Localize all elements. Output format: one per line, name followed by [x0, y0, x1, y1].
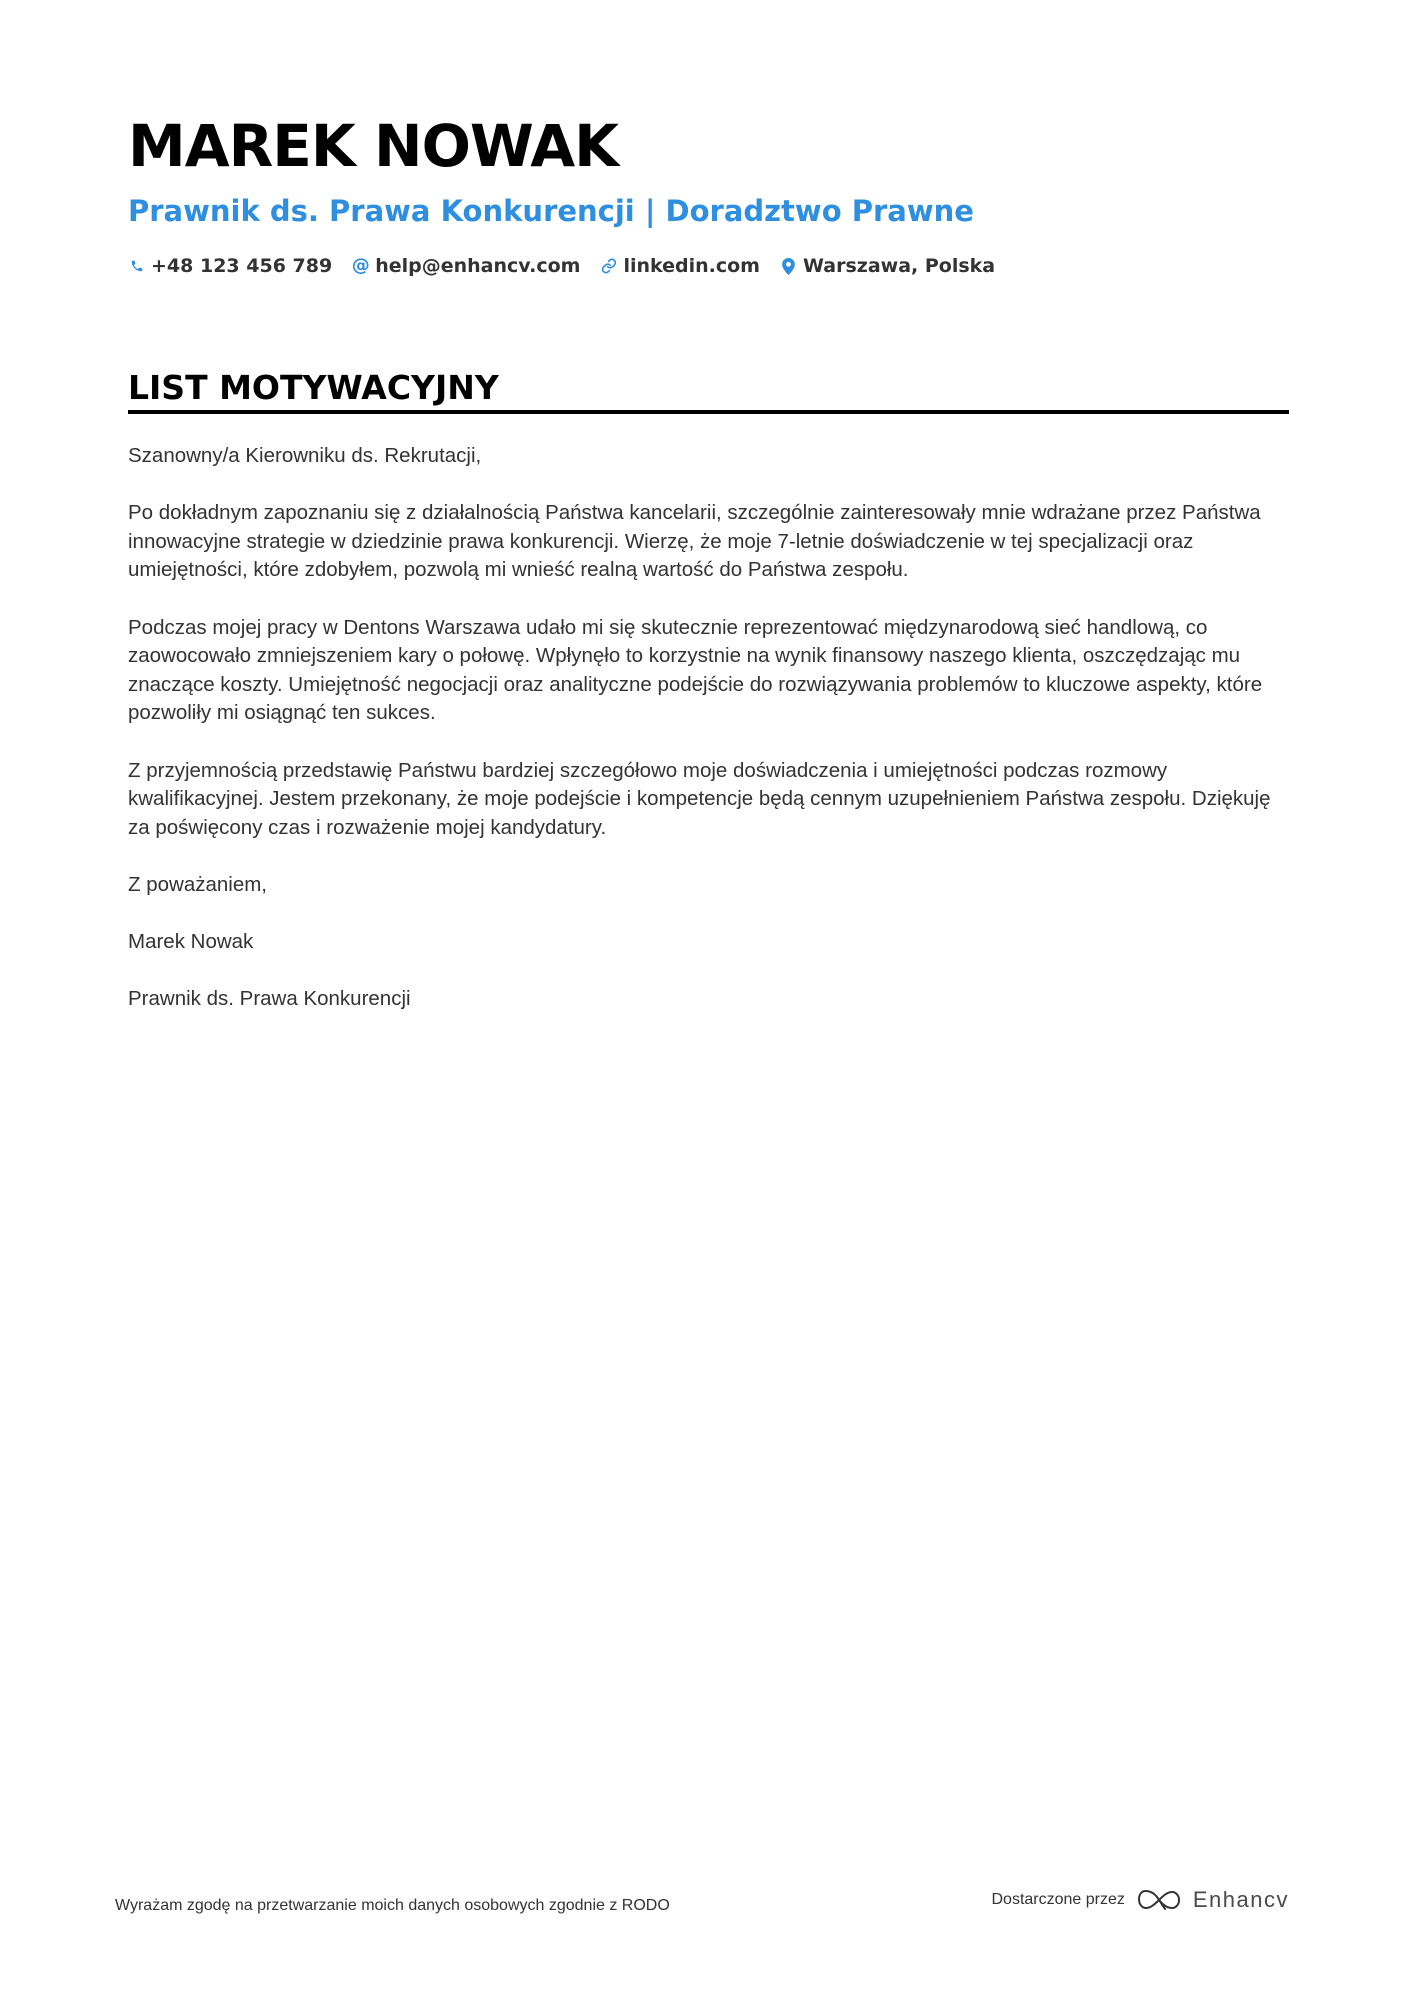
enhancv-brand-name: Enhancv — [1192, 1887, 1289, 1912]
contact-email-text: help@enhancv.com — [375, 255, 581, 277]
signature-name: Marek Nowak — [128, 930, 254, 954]
link-icon — [600, 256, 617, 276]
letter-paragraph: Z przyjemnością przedstawię Państwu bardziej szczegółowo moje doświadczenia i umiejętności podczas rozmowy kwalifikacyjnej. Jestem przekonany, że moje podejście i kompetencje będą cennym uzupełnieniem Państwa zespołu. Dziękuję za poświęcony czas i rozważenie mojej kandydatury. — [128, 758, 1271, 839]
contact-linkedin[interactable] — [600, 252, 760, 280]
contact-email[interactable] — [352, 252, 580, 280]
contact-bar — [128, 252, 1015, 280]
contact-location-text: Warszawa, Polska — [802, 255, 996, 277]
letter-body — [128, 442, 1289, 1042]
contact-phone-text: +48 123 456 789 — [151, 255, 333, 277]
section-title: LIST MOTYWACYJNY — [128, 368, 499, 407]
map-pin-icon — [780, 256, 797, 276]
candidate-name: MAREK NOWAK — [128, 112, 619, 180]
footer-branding[interactable] — [991, 1886, 1289, 1914]
letter-paragraph: Podczas mojej pracy w Dentons Warszawa udało mi się skutecznie reprezentować międzynarodową sieć handlową, co zaowocowało zmniejszeniem kary o połowę. Wpłynęło to korzystnie na wynik finansowy naszego klienta, oszczędzając mu znaczące koszty. Umiejętność negocjacji oraz analityczne podejście do rozwiązywania problemów to kluczowe aspekty, które pozwoliły mi osiągnąć ten sukces. — [128, 615, 1263, 725]
cover-letter-page — [128, 0, 1289, 1995]
enhancv-logo-icon — [1137, 1888, 1181, 1912]
signature-title: Prawnik ds. Prawa Konkurencji — [128, 987, 411, 1011]
contact-linkedin-text: linkedin.com — [623, 255, 760, 277]
contact-location — [780, 252, 995, 280]
at-icon: @ — [351, 255, 370, 276]
phone-icon — [128, 256, 145, 276]
contact-phone[interactable] — [128, 252, 332, 280]
provided-by-label: Dostarczone przez — [991, 1891, 1125, 1908]
gdpr-consent-note: Wyrażam zgodę na przetwarzanie moich danych osobowych zgodnie z RODO — [115, 1897, 670, 1914]
section-divider — [128, 410, 1289, 414]
job-title: Prawnik ds. Prawa Konkurencji | Doradztwo Prawne — [128, 194, 974, 228]
letter-paragraph: Po dokładnym zapoznaniu się z działalnością Państwa kancelarii, szczególnie zainteresowały mnie wdrażane przez Państwa innowacyjne strategie w dziedzinie prawa konkurencji. Wierzę, że moje 7-letnie doświadczenie w tej specjalizacji oraz umiejętności, które zdobyłem, pozwolą mi wnieść realną wartość do Państwa zespołu. — [128, 501, 1261, 582]
letter-greeting: Szanowny/a Kierowniku ds. Rekrutacji, — [128, 444, 482, 467]
letter-closing: Z poważaniem, — [128, 872, 268, 896]
